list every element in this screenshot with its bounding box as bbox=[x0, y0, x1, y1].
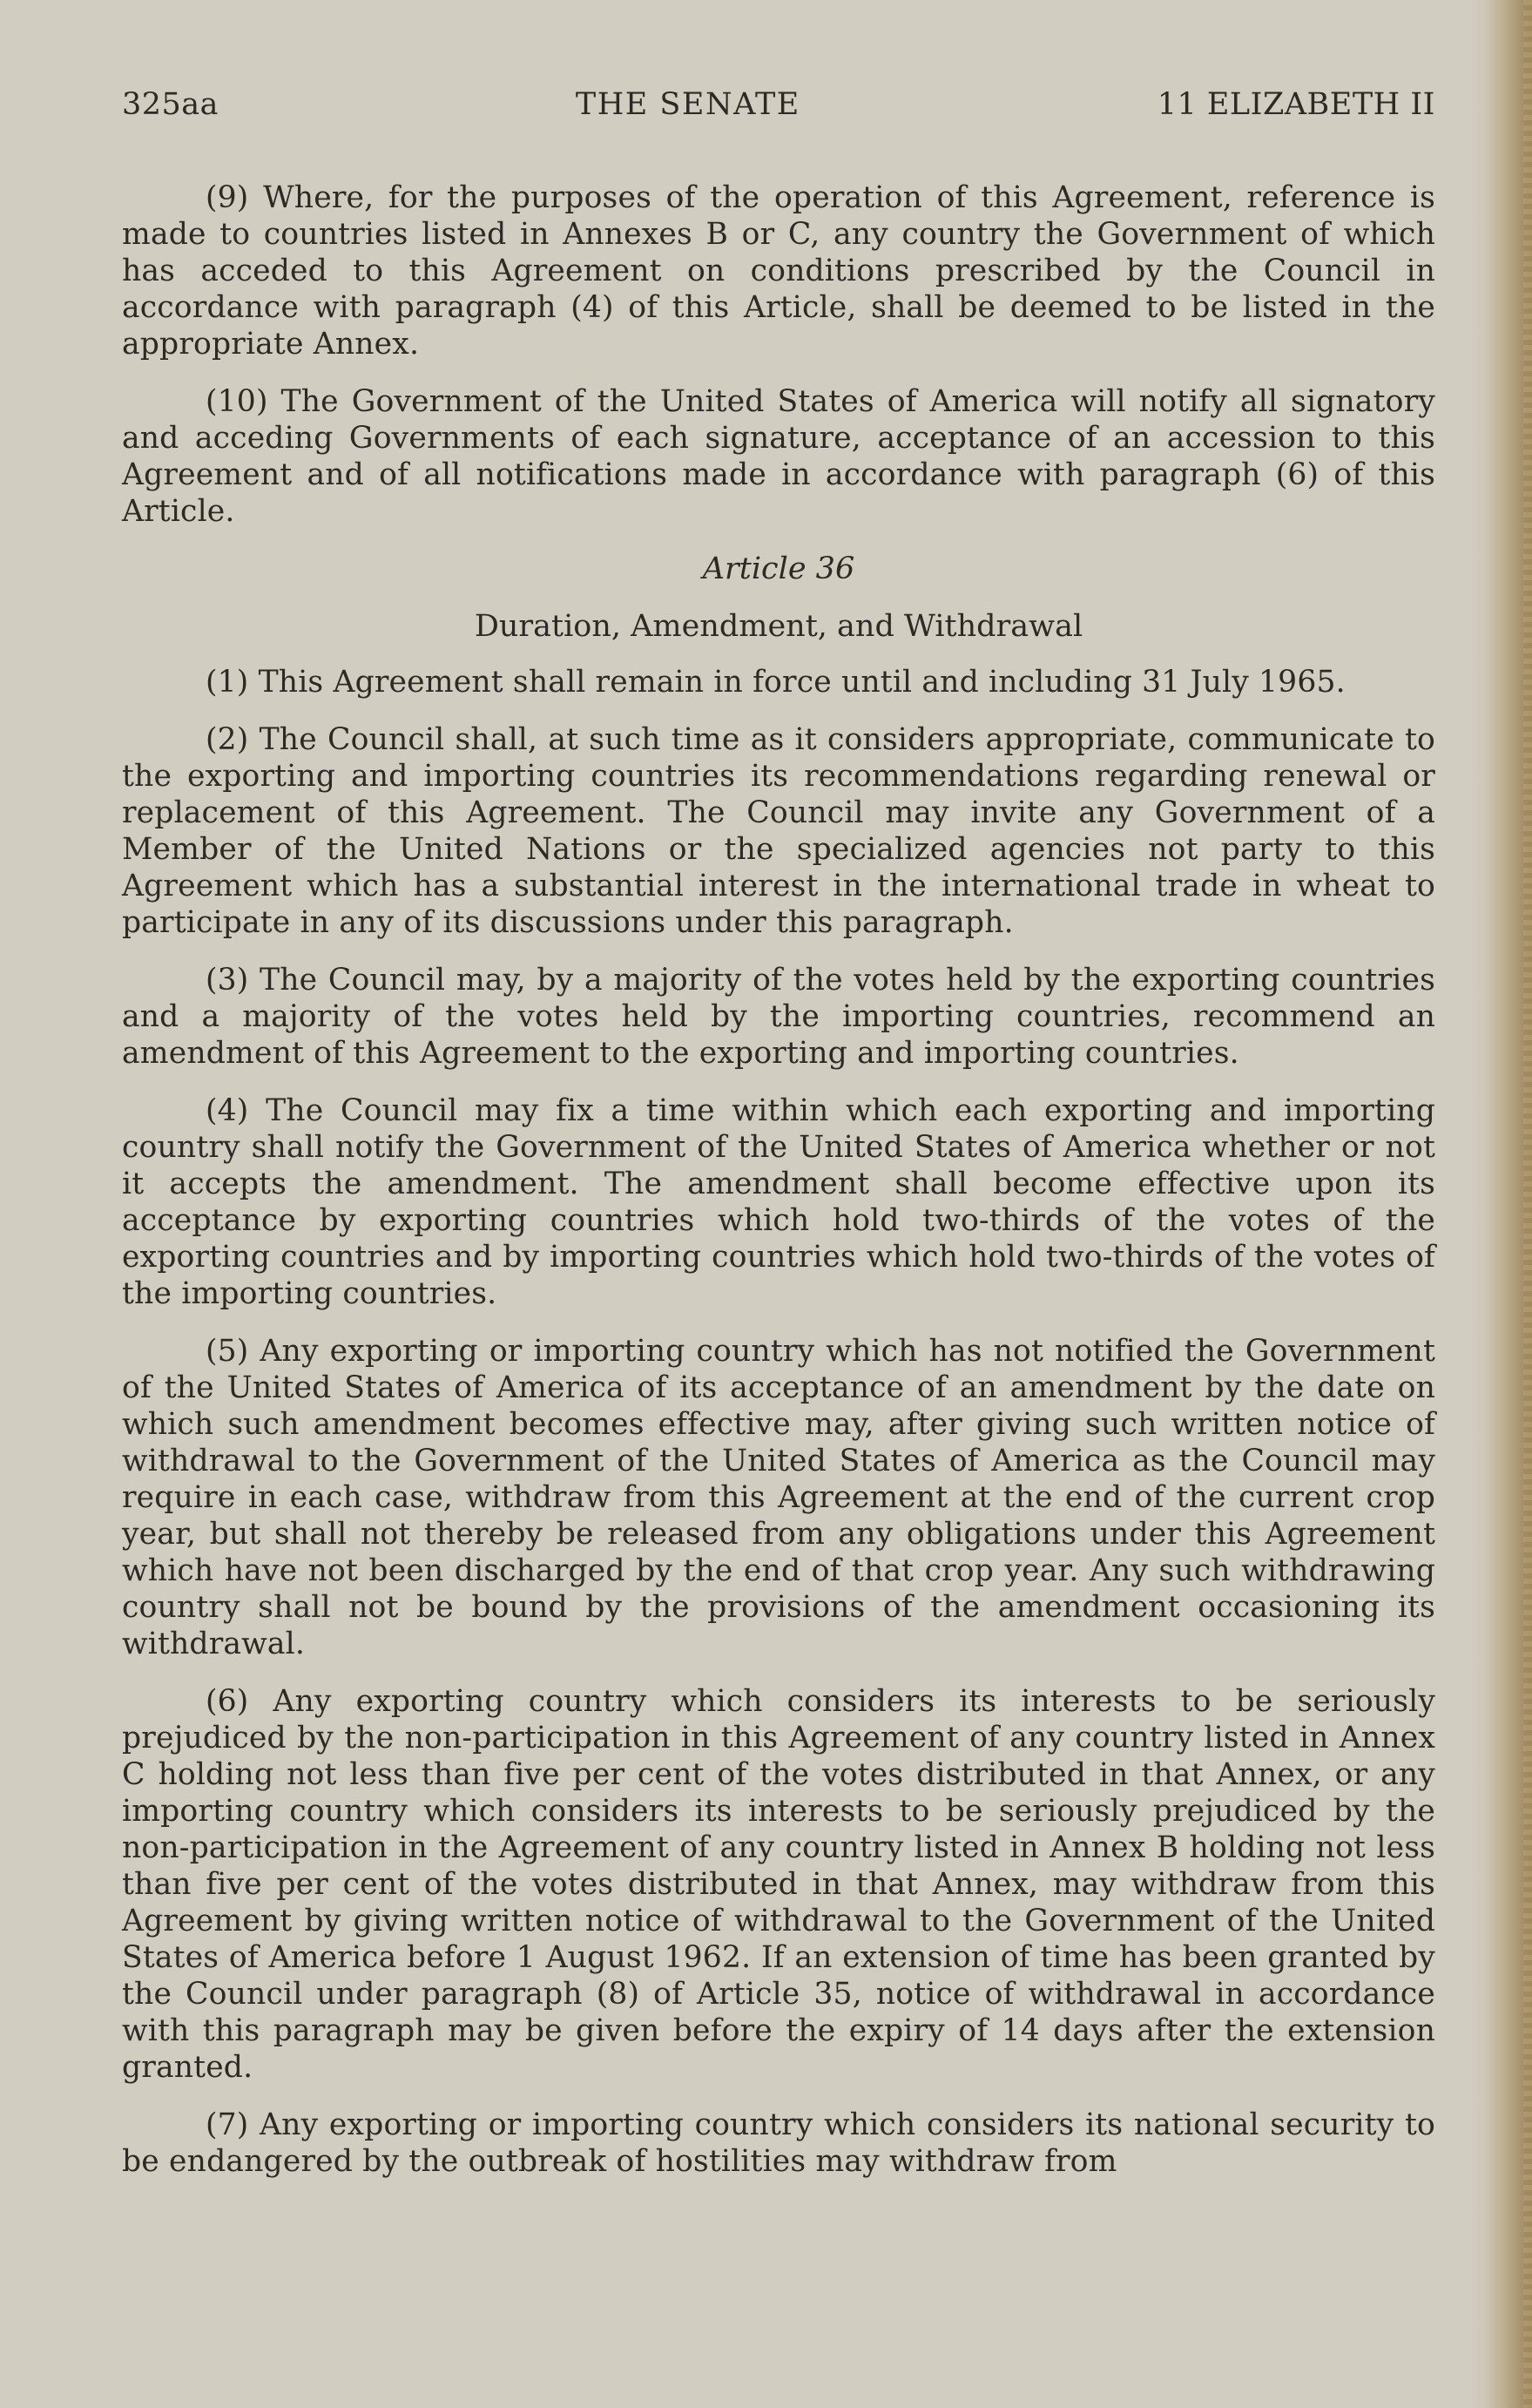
running-header bbox=[122, 87, 1435, 122]
session-label: 11 ELIZABETH II bbox=[1157, 87, 1435, 122]
paragraph-1: (1) This Agreement shall remain in force until and including 31 July 1965. bbox=[206, 665, 1346, 700]
article-subheading: Duration, Amendment, and Withdrawal bbox=[474, 609, 1083, 644]
paragraph-10: (10) The Government of the United States of America will notify all signatory and acceding Governments of each signature, acceptance of an accession to this Agreement and of all notifications made in accordance with paragraph (6) of this Article. bbox=[122, 384, 1435, 529]
paragraph-5: (5) Any exporting or importing country which has not notified the Government of the United States of America of its acceptance of an amendment by the date on which such amendment becomes effective may, after giving such written notice of withdrawal to the Government of the United States of America as the Council may require in each case, withdraw from this Agreement at the end of the current crop year, but shall not thereby be released from any obligations under this Agreement which have not been discharged by the end of that crop year. Any such withdrawing country shall not be bound by the provisions of the amendment occasioning its withdrawal. bbox=[122, 1334, 1435, 1661]
paragraph-3: (3) The Council may, by a majority of the votes held by the exporting countries and a majority of the votes held by the importing countries, recommend an amendment of this Agreement to the exporting and importing countries. bbox=[122, 963, 1435, 1071]
paragraph-2: (2) The Council shall, at such time as it considers appropriate, communicate to the exporting and importing countries its recommendations regarding renewal or replacement of this Agreement. The Council may invite any Government of a Member of the United Nations or the specialized agencies not party to this Agreement which has a substantial interest in the international trade in wheat to participate in any of its discussions under this paragraph. bbox=[122, 722, 1435, 940]
book-spine-edge bbox=[1471, 0, 1532, 2408]
paragraph-6: (6) Any exporting country which considers its interests to be seriously prejudiced by the non-participation in this Agreement of any country listed in Annex C holding not less than five per cent of the votes distributed in that Annex, or any importing country which considers its interests to be seriously prejudiced by the non-participation in the Agreement of any country listed in Annex B holding not less than five per cent of the votes distributed in that Annex, may withdraw from this Agreement by giving written notice of withdrawal to the Government of the United States of America before 1 August 1962. If an extension of time has been granted by the Council under paragraph (8) of Article 35, notice of withdrawal in accordance with this paragraph may be given before the expiry of 14 days after the extension granted. bbox=[122, 1684, 1435, 2085]
running-title: THE SENATE bbox=[575, 87, 800, 122]
paragraph-9: (9) Where, for the purposes of the operation of this Agreement, reference is made to countries listed in Annexes B or C, any country the Government of which has acceded to this Agreement on conditions prescribed by the Council in accordance with paragraph (4) of this Article, shall be deemed to be listed in the appropriate Annex. bbox=[122, 180, 1435, 362]
page-number: 325aa bbox=[122, 87, 219, 122]
page-content bbox=[122, 87, 1435, 2201]
paragraph-7: (7) Any exporting or importing country which considers its national security to be endangered by the outbreak of hostilities may withdraw from bbox=[122, 2107, 1435, 2179]
article-heading: Article 36 bbox=[702, 551, 855, 586]
paragraph-4: (4) The Council may fix a time within which each exporting and importing country shall notify the Government of the United States of America whether or not it accepts the amendment. The amendment shall become effective upon its acceptance by exporting countries which hold two-thirds of the votes of the exporting countries and by importing countries which hold two-thirds of the votes of the importing countries. bbox=[122, 1093, 1435, 1311]
